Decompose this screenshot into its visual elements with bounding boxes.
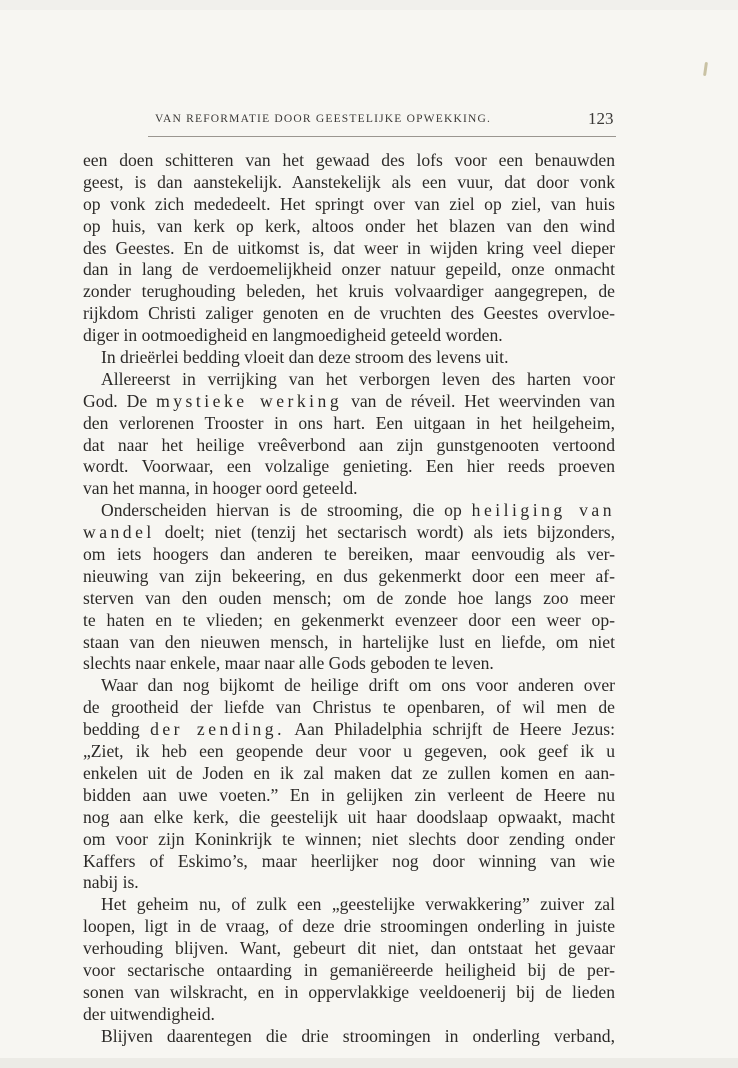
text-fragment: bedding [83, 719, 140, 740]
text-line: sonen van wilskracht, en in oppervlakkige veeldoenerij bij de lieden [83, 981, 615, 1002]
text-line: geest, is dan aanstekelijk. Aanstekelijk als een vuur, dat door vonk [83, 171, 615, 192]
text-line: nabij is. [83, 872, 139, 893]
text-line [83, 719, 615, 741]
scan-margin [0, 1058, 738, 1068]
text-line [83, 522, 615, 544]
text-line: enkelen uit de Joden en ik zal maken dat ze zullen komen en aan- [83, 762, 615, 783]
text-line: diger in ootmoedigheid en langmoedigheid geteeld worden. [83, 325, 503, 346]
text-line: Kaffers of Eskimo’s, maar heerlijker nog door winning van wie [83, 850, 615, 871]
text-line: staan van den nieuwen mensch, in hartelijke lust en liefde, om niet [83, 631, 615, 652]
body-text [83, 150, 615, 1048]
text-fragment: doelt; niet (tenzij het sectarisch wordt) als iets bijzonders, [164, 522, 615, 543]
text-line: slechts naar enkele, maar naar alle Gods geboden te leven. [83, 653, 494, 674]
spaced-emphasis: wandel [83, 522, 155, 543]
text-line: te haten en te vlieden; en gekenmerkt evenzeer door een weer op- [83, 609, 615, 630]
text-line: nog aan elke kerk, die geestelijk uit haar doodslaap opwaakt, macht [83, 806, 615, 827]
text-line: van het manna, in hooger oord geteeld. [83, 478, 358, 499]
text-line: rijkdom Christi zaliger genoten en de vruchten des Geestes overvloe- [83, 303, 615, 324]
text-line: des Geestes. En de uitkomst is, dat weer in wijden kring veel dieper [83, 237, 615, 258]
page-number: 123 [588, 109, 614, 128]
text-line: de grootheid der liefde van Christus te openbaren, of wil men de [83, 697, 615, 718]
text-fragment: Onderscheiden hiervan is de strooming, die op [101, 500, 462, 521]
spaced-emphasis: heiliging van [471, 500, 615, 521]
text-line: dat naar het heilige vreêverbond aan zijn gunstgenooten vertoond [83, 434, 615, 455]
running-title: VAN REFORMATIE DOOR GEESTELIJKE OPWEKKING. [155, 113, 492, 125]
text-line: Blijven daarentegen die drie stroomingen in onderling verband, [101, 1025, 615, 1046]
text-line [83, 500, 615, 522]
text-line: sterven van den ouden mensch; om de zonde hoe langs zoo meer [83, 587, 615, 608]
text-line: verhouding blijven. Want, gebeurt dit niet, dan ontstaat het gevaar [83, 938, 615, 959]
text-line: „Ziet, ik heb een geopende deur voor u gegeven, ook geef ik u [83, 741, 615, 762]
text-line: Waar dan nog bijkomt de heilige drift om ons voor anderen over [101, 675, 615, 696]
text-line: Allereerst in verrijking van het verborgen leven des harten voor [101, 368, 615, 389]
spaced-emphasis: der zending. [150, 719, 285, 740]
header-rule [148, 136, 616, 137]
text-line: wordt. Voorwaar, een volzalige genieting. Een hier reeds proeven [83, 456, 615, 477]
text-fragment: God. De [83, 390, 148, 411]
text-line: een doen schitteren van het gewaad des lofs voor een benauwden [83, 150, 615, 170]
text-line: voor sectarische ontaarding in gemaniëreerde heiligheid bij de per- [83, 959, 615, 980]
text-line: dan in lang de verdoemelijkheid onzer natuur gepeild, onze onmacht [83, 259, 615, 280]
text-line: den verlorenen Trooster in ons hart. Een uitgaan in het heilgeheim, [83, 412, 615, 433]
text-fragment: Aan Philadelphia schrijft de Heere Jezus: [294, 719, 615, 740]
spaced-emphasis: mystieke werking [156, 390, 343, 411]
text-line [83, 391, 615, 413]
text-line: zonder terughouding beleden, het kruis volvaardiger aangegrepen, de [83, 281, 615, 302]
text-line: In drieërlei bedding vloeit dan deze stroom des levens uit. [101, 347, 509, 368]
text-line: om voor zijn Koninkrijk te winnen; niet slechts door zending onder [83, 828, 615, 849]
text-line: om iets hoogers dan anderen te bereiken, maar eenvoudig als ver- [83, 544, 615, 565]
text-line: op vonk zich mededeelt. Het springt over van ziel op ziel, van huis [83, 193, 615, 214]
text-fragment: van de réveil. Het weervinden van [351, 390, 615, 411]
text-line: Het geheim nu, of zulk een „geestelijke verwakkering” zuiver zal [101, 894, 615, 915]
text-line: loopen, ligt in de vraag, of deze drie stroomingen onderling in juiste [83, 916, 615, 937]
text-line: bidden aan uwe voeten.” En in gelijken zin verleent de Heere nu [83, 784, 615, 805]
text-line: nieuwing van zijn bekeering, en dus gekenmerkt door een meer af- [83, 565, 615, 586]
text-line: der uitwendigheid. [83, 1003, 215, 1024]
text-line: op huis, van kerk op kerk, altoos onder het blazen van den wind [83, 215, 615, 236]
